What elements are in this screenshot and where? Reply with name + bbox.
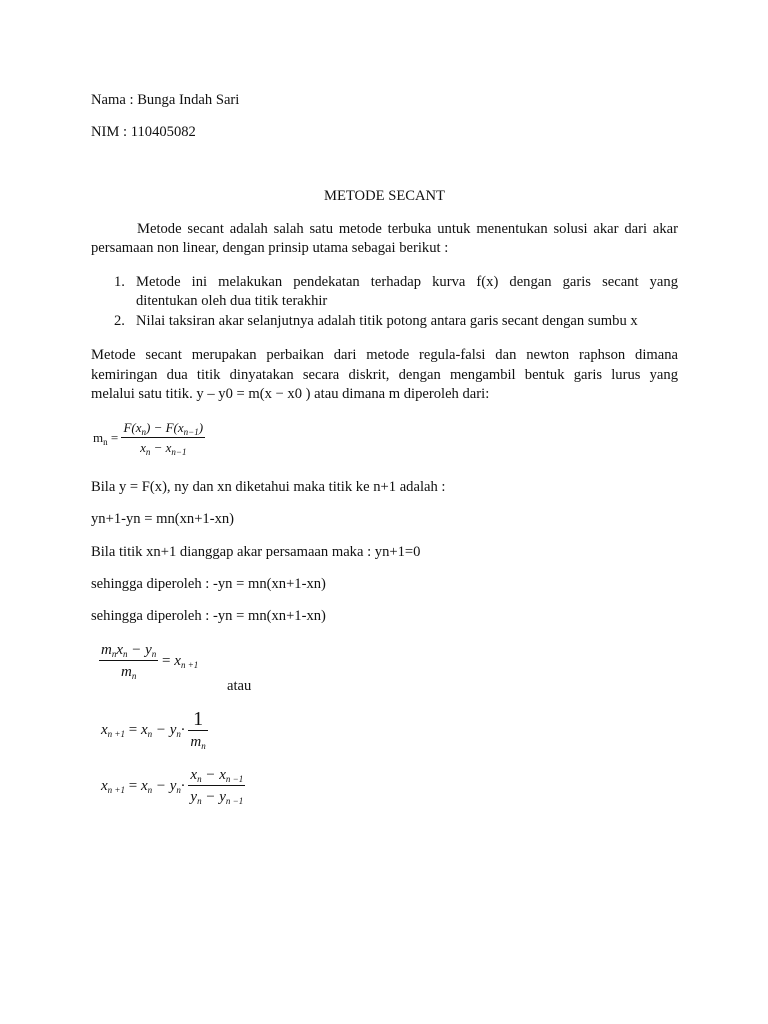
para2-line-2: kemiringan dua titik dinyatakan secara diskrit, dengan mengambil bentuk garis lurus yang [91,367,678,383]
text-line: sehingga diperoleh : -yn = mn(xn+1-xn) [91,576,326,592]
slope-numerator: $F(x_n) - F(x_{n-1})$ [123,420,204,437]
list-item [114,273,678,292]
para2-line-3: melalui satu titik. y – y0 = m(x − x0 ) atau dimana m diperoleh dari: [91,386,490,402]
intro-line-2: persamaan non linear, dengan prinsip utama sebagai berikut : [91,240,449,256]
text-line: sehingga diperoleh : -yn = mn(xn+1-xn) [91,608,326,624]
list-item-continuation [114,292,678,311]
para2-line-1: Metode secant merupakan perbaikan dari metode regula-falsi dan newton raphson dimana [91,347,678,363]
list-text: Nilai taksiran akar selanjutnya adalah titik potong antara garis secant dengan sumbu x [136,313,638,329]
list-item [114,312,678,331]
list-text: ditentukan oleh dua titik terakhir [136,293,328,309]
document-title: METODE SECANT [324,188,445,204]
list-text: Metode ini melakukan pendekatan terhadap kurva f(x) dengan garis secant yang [136,274,678,290]
slope-formula: $m_n$ = $\frac{F(x_n) - F(x_{n-1})}{x_n - x_{n-1}}$ [93,420,204,457]
list-number: 2. [114,313,125,329]
root-formula-3: $x_{n +1} = x_n - y_n\cdot$ $\frac{x_n - x_{n -1}}{y_n - y_{n -1}}$ [101,767,244,806]
slope-denominator: $x_n - x_{n-1}$ [121,437,205,457]
root-formula-2: $x_{n +1} = x_n - y_n\cdot$ $\frac{1}{m_n}$ [101,708,206,751]
student-name: Nama : Bunga Indah Sari [91,92,240,108]
atau-label: atau [227,678,252,694]
student-nim: NIM : 110405082 [91,124,196,140]
text-line: Bila y = F(x), ny dan xn diketahui maka titik ke n+1 adalah : [91,479,446,495]
text-line: yn+1-yn = mn(xn+1-xn) [91,511,235,527]
root-formula-1: $\frac{m_nx_n - y_n}{m_n}$ = $x_{n +1}$ [101,642,199,681]
list-number: 1. [114,274,125,290]
text-line: Bila titik xn+1 dianggap akar persamaan maka : yn+1=0 [91,544,421,560]
intro-line-1: Metode secant adalah salah satu metode terbuka untuk menentukan solusi akar dari akar [137,221,678,237]
